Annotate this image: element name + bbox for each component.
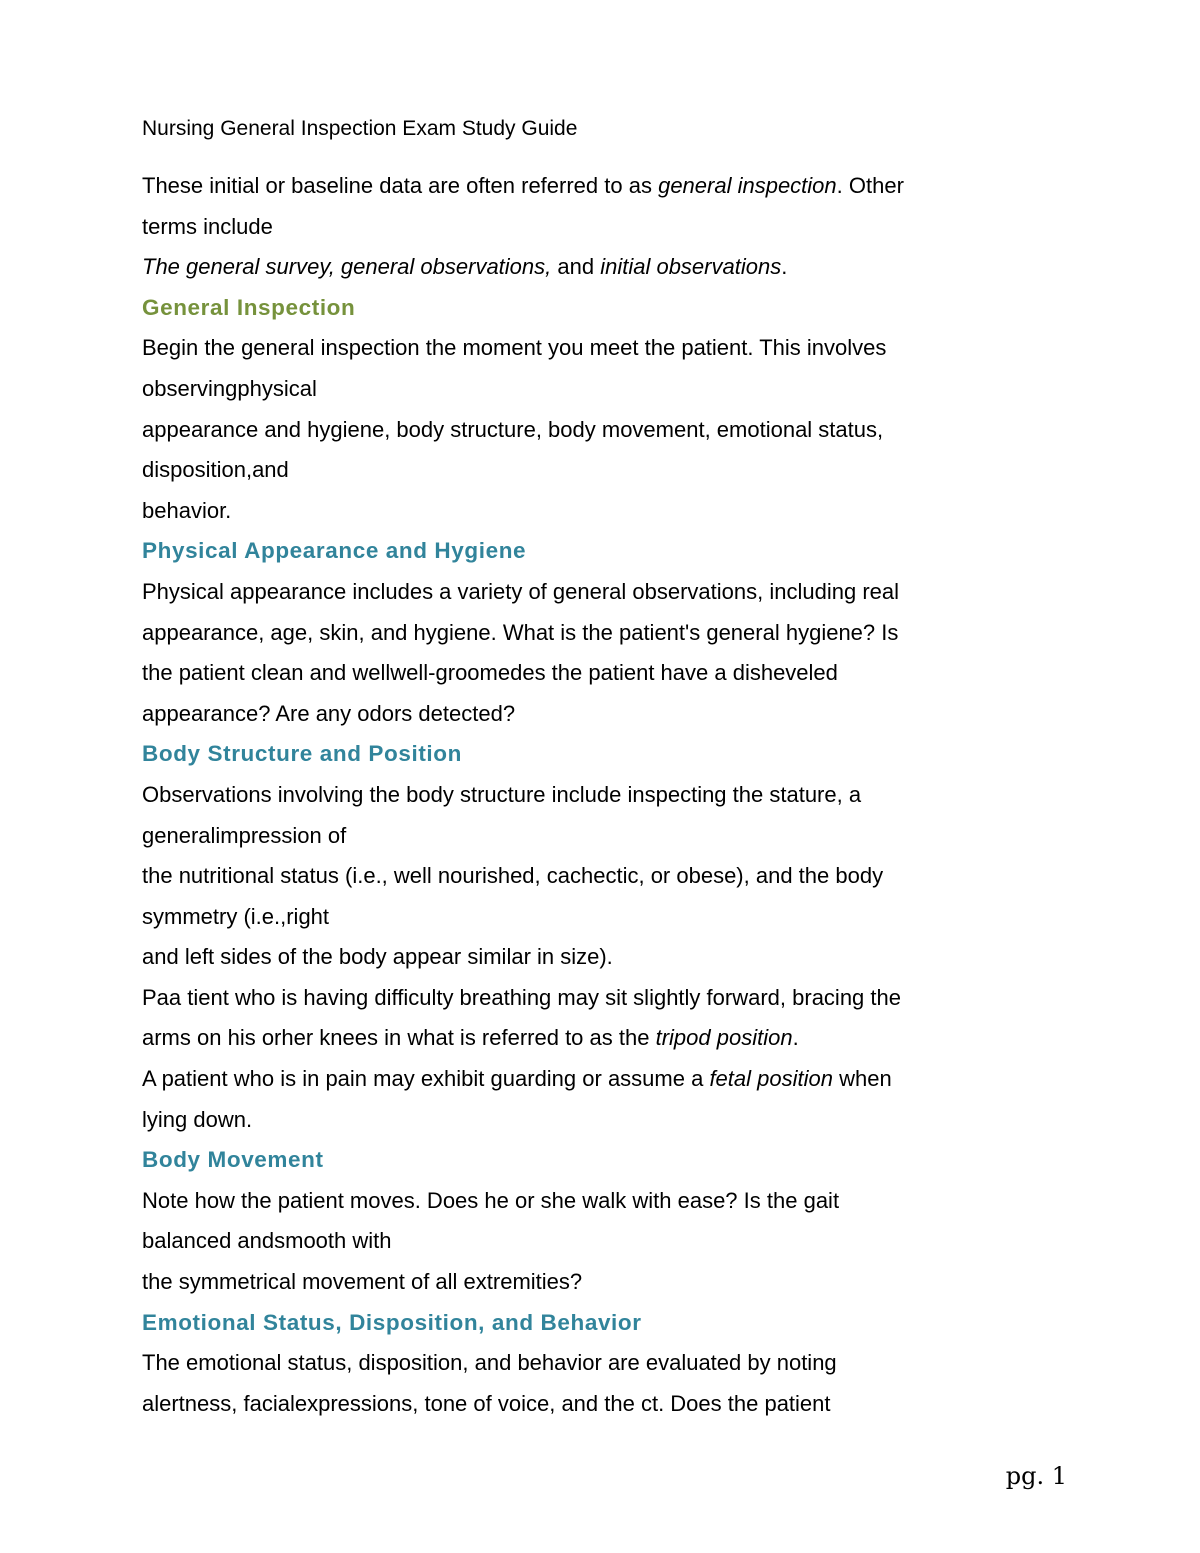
intro-line-2: terms include: [142, 213, 273, 239]
paragraph-line: disposition,and: [142, 457, 289, 483]
paragraph-term: tripod position: [655, 1025, 793, 1051]
heading-body-structure: Body Structure and Position: [142, 741, 462, 767]
paragraph-line: symmetry (i.e.,right: [142, 903, 330, 929]
paragraph-line: the patient clean and wellwell-groomedes the patient have a disheveled: [142, 660, 838, 686]
paragraph-line: Paa tient who is having difficulty breathing may sit slightly forward, bracing the: [142, 984, 901, 1010]
heading-general-inspection: General Inspection: [142, 294, 356, 320]
paragraph-line: Begin the general inspection the moment you meet the patient. This involves: [142, 335, 887, 361]
paragraph-line: Observations involving the body structure include inspecting the stature, a: [142, 781, 862, 807]
paragraph-line: behavior.: [142, 497, 232, 523]
paragraph-line: appearance? Are any odors detected?: [142, 700, 516, 726]
paragraph-line: [142, 1059, 1062, 1100]
paragraph-line: [142, 1018, 1062, 1059]
document-title: Nursing General Inspection Exam Study Guide: [142, 117, 578, 140]
intro-term: The general survey, general observations,: [142, 254, 552, 280]
paragraph-line: and left sides of the body appear similar in size).: [142, 944, 613, 970]
paragraph-line: the nutritional status (i.e., well nourished, cachectic, or obese), and the body: [142, 863, 884, 889]
paragraph-text: A patient who is in pain may exhibit guarding or assume a: [142, 1066, 710, 1092]
paragraph-text: when: [832, 1066, 892, 1092]
paragraph-text: arms on his orher knees in what is referred to as the: [142, 1025, 656, 1051]
paragraph-line: observingphysical: [142, 375, 317, 401]
intro-text: These initial or baseline data are often referred to as: [142, 173, 659, 198]
intro-text: . Other: [836, 173, 904, 198]
heading-physical-appearance: Physical Appearance and Hygiene: [142, 538, 527, 564]
intro-term: initial observations: [600, 254, 782, 280]
paragraph-line: generalimpression of: [142, 822, 347, 848]
paragraph-line: lying down.: [142, 1106, 253, 1132]
paragraph-line: Note how the patient moves. Does he or she walk with ease? Is the gait: [142, 1187, 840, 1213]
intro-text: .: [781, 254, 788, 280]
paragraph-line: Physical appearance includes a variety of general observations, including real: [142, 578, 900, 604]
intro-text: and: [551, 254, 601, 280]
paragraph-line: the symmetrical movement of all extremities?: [142, 1269, 583, 1295]
paragraph-text: .: [792, 1025, 799, 1051]
paragraph-term: fetal position: [709, 1066, 833, 1092]
paragraph-line: alertness, facialexpressions, tone of voice, and the ct. Does the patient: [142, 1390, 831, 1416]
document-body: [142, 112, 1062, 1424]
heading-emotional-status: Emotional Status, Disposition, and Behavior: [142, 1309, 642, 1335]
heading-body-movement: Body Movement: [142, 1147, 324, 1173]
paragraph-line: The emotional status, disposition, and behavior are evaluated by noting: [142, 1350, 837, 1376]
intro-line-1: [142, 166, 1062, 207]
paragraph-line: balanced andsmooth with: [142, 1228, 392, 1254]
intro-line-3: [142, 247, 1062, 288]
page-number: pg. 1: [1005, 1462, 1067, 1490]
intro-term: general inspection: [658, 173, 837, 198]
paragraph-line: appearance and hygiene, body structure, body movement, emotional status,: [142, 416, 884, 442]
paragraph-line: appearance, age, skin, and hygiene. What is the patient's general hygiene? Is: [142, 619, 899, 645]
